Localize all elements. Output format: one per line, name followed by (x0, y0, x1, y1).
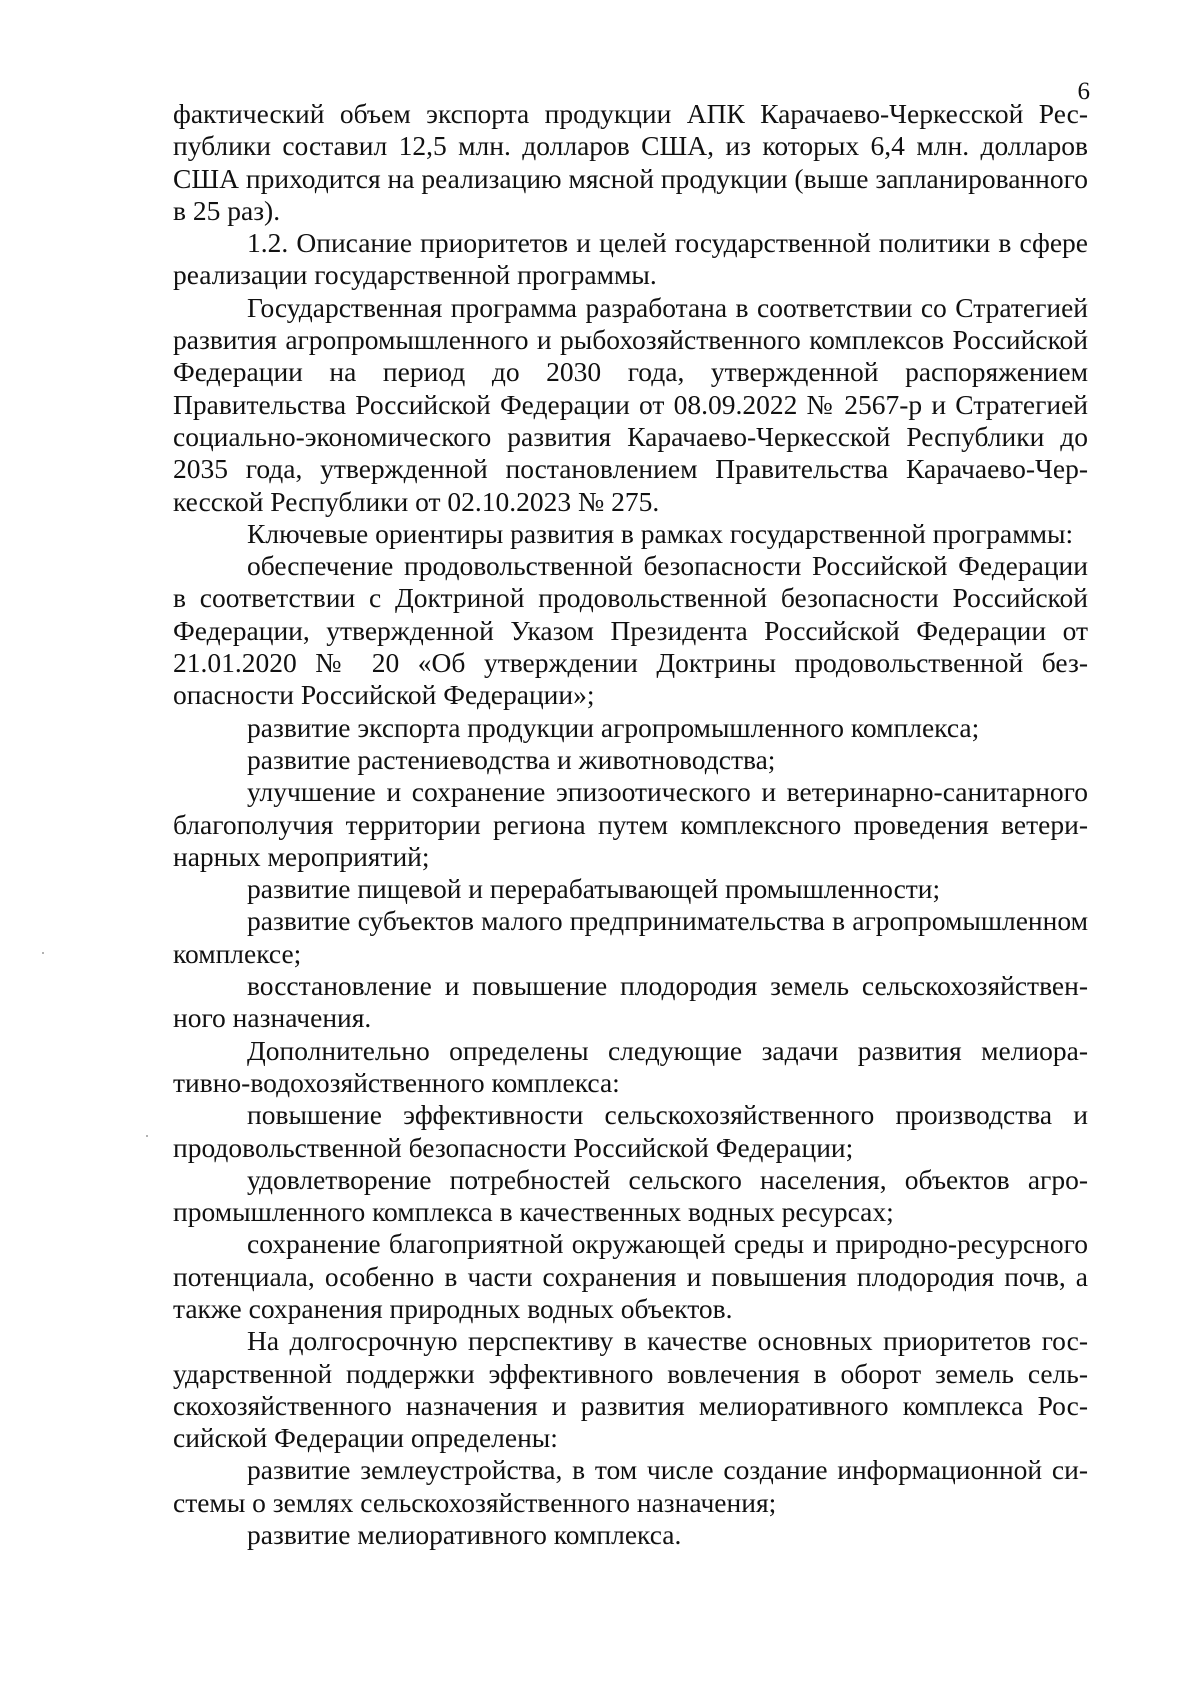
document-body (173, 98, 1088, 1551)
list-item-water-resources: удовлетворение потребностей сельского населения, объектов агропромышленного комплекса в качественных водных ресурсах; (173, 1163, 1088, 1228)
list-item-food-security: обеспечение продовольственной безопасности Российской Федерации в соответствии с Доктриной продовольственной безопасности Российской Федерации, утвержденной Указом Президента Российской Федерации от 21.01.2020 № 20 «Об утверждении Доктрины продовольственной безопасности Российской Федерации»; (173, 550, 1088, 711)
list-item-food-industry: развитие пищевой и перерабатывающей промышленности; (247, 873, 941, 905)
paragraph-additional-tasks: Дополнительно определены следующие задачи развития мелиоративно-водохозяйственного комплекса: (173, 1034, 1088, 1098)
page-number: 6 (1077, 78, 1090, 105)
list-item-crops-livestock: развитие растениеводства и животноводства; (247, 743, 776, 775)
scan-speck (42, 952, 44, 954)
list-item-veterinary: улучшение и сохранение эпизоотического и ветеринарно-санитарного благополучия территории региона путем комплексного проведения ветеринарных мероприятий; (173, 776, 1088, 872)
list-item-soil-fertility: восстановление и повышение плодородия земель сельскохозяйственного назначения. (173, 970, 1088, 1034)
paragraph-export-volume: фактический объем экспорта продукции АПК Карачаево-Черкесской Республики составил 12,5 млн. долларов США, из которых 6,4 млн. долларов США приходится на реализацию мясной продукции (выше запланированного в 25 раз). (173, 98, 1088, 226)
list-item-melioration: развитие мелиоративного комплекса. (247, 1519, 682, 1551)
list-item-efficiency: повышение эффективности сельскохозяйственного производства и продовольственной безопасности Российской Федерации; (173, 1099, 1088, 1163)
list-item-land-management: развитие землеустройства, в том числе создание информационной системы о землях сельскохозяйственного назначения; (173, 1454, 1088, 1518)
paragraph-long-term-priorities: На долгосрочную перспективу в качестве основных приоритетов государственной поддержки эффективного вовлечения в оборот земель сельскохозяйственного назначения и развития мелиоративного комплекса Российской Федерации определены: (173, 1325, 1088, 1454)
list-item-environment: сохранение благоприятной окружающей среды и природно-ресурсного потенциала, особенно в части сохранения и повышения плодородия почв, а также сохранения природных водных объектов. (173, 1228, 1088, 1324)
list-item-export: развитие экспорта продукции агропромышленного комплекса; (247, 711, 980, 743)
paragraph-key-guidelines: Ключевые ориентиры развития в рамках государственной программы: (247, 517, 1074, 549)
list-item-small-business: развитие субъектов малого предпринимательства в агропромышленном комплексе; (173, 905, 1088, 969)
paragraph-strategy: Государственная программа разработана в соответствии со Стратегией развития агропромышленного и рыбохозяйственного комплексов Российской Федерации на период до 2030 года, утвержденной распоряжением Правительства Российской Федерации от 08.09.2022 № 2567-р и Стратегией социально-экономического развития Карачаево-Черкесской Республики до 2035 года, утвержденной постановлением Правительства Карачаево-Черкесской Республики от 02.10.2023 № 275. (173, 291, 1088, 517)
scan-speck (146, 1135, 148, 1137)
section-heading-priorities: 1.2. Описание приоритетов и целей государственной политики в сфере реализации государственной программы. (173, 227, 1088, 291)
